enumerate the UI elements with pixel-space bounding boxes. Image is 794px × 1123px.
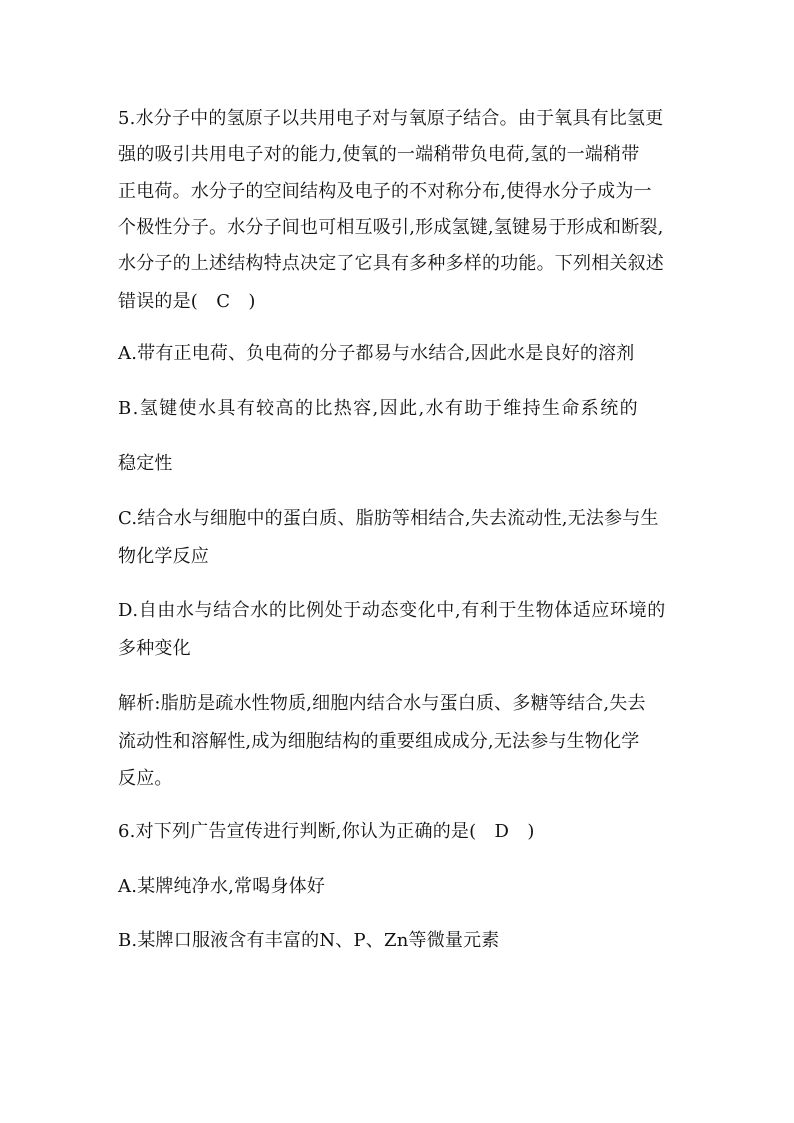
q5-option-c-line-1: C.结合水与细胞中的蛋白质、脂肪等相结合,失去流动性,无法参与生 [118,508,659,529]
q5-stem-line-1: 5.水分子中的氢原子以共用电子对与氧原子结合。由于氧具有比氢更 [118,108,664,129]
q6-option-a: A.某牌纯净水,常喝身体好 [118,876,326,897]
q5-option-c-line-2: 物化学反应 [118,546,209,567]
q5-stem-line-2: 强的吸引共用电子对的能力,使氧的一端稍带负电荷,氢的一端稍带 [118,144,640,165]
q6-stem: 6.对下列广告宣传进行判断,你认为正确的是( D ) [118,821,535,842]
q5-stem-line-4: 个极性分子。水分子间也可相互吸引,形成氢键,氢键易于形成和断裂, [118,217,664,238]
q5-analysis-line-1: 解析:脂肪是疏水性物质,细胞内结合水与蛋白质、多糖等结合,失去 [118,693,646,714]
q5-option-b-line-1: B.氢键使水具有较高的比热容,因此,水有助于维持生命系统的 [118,398,639,419]
q5-analysis-line-3: 反应。 [118,768,173,789]
q5-option-b-line-2: 稳定性 [118,453,173,474]
q5-analysis-line-2: 流动性和溶解性,成为细胞结构的重要组成成分,无法参与生物化学 [118,731,640,752]
q5-option-d-line-1: D.自由水与结合水的比例处于动态变化中,有利于生物体适应环境的 [118,600,666,621]
q5-option-a: A.带有正电荷、负电荷的分子都易与水结合,因此水是良好的溶剂 [118,343,635,364]
q5-stem-line-3: 正电荷。水分子的空间结构及电子的不对称分布,使得水分子成为一 [118,181,652,202]
q5-option-d-line-2: 多种变化 [118,638,191,659]
q5-stem-line-6: 错误的是( C ) [118,291,256,312]
q5-stem-line-5: 水分子的上述结构特点决定了它具有多种多样的功能。下列相关叙述 [118,253,664,274]
q6-option-b: B.某牌口服液含有丰富的N、P、Zn等微量元素 [118,930,500,951]
